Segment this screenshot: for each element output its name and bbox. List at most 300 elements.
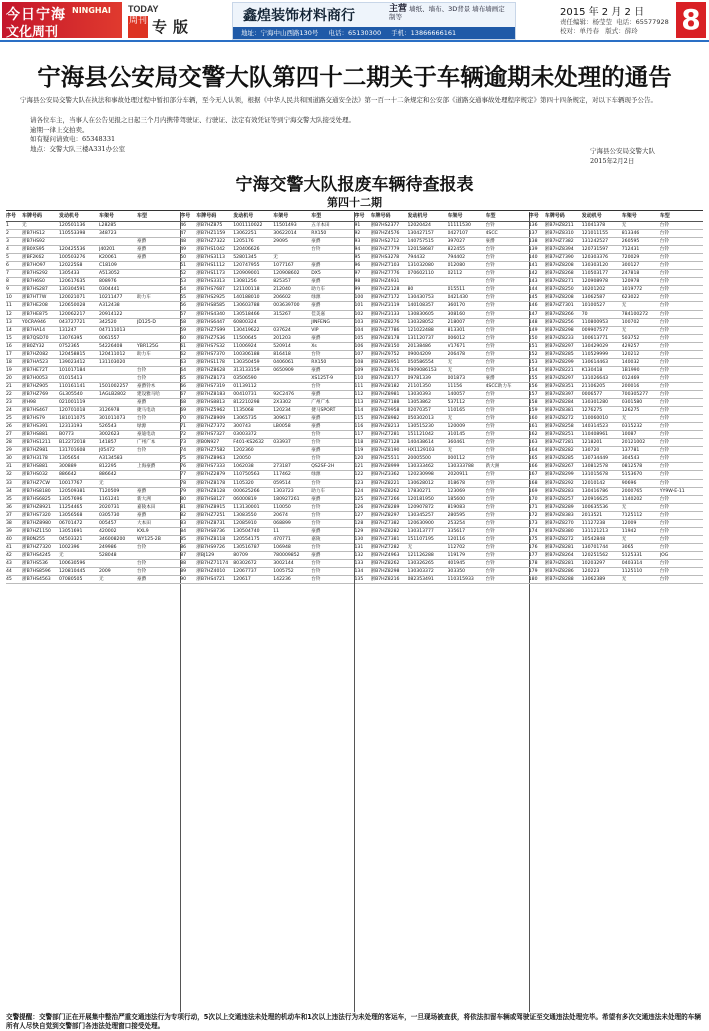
article-line1: 请各位车主，当事人在公告见报之日起三个月内携带驾驶证、行驶证、法定有效凭证等到宁海交警大队接受处理。 (30, 116, 355, 124)
table-cell: 20 (6, 375, 12, 381)
table-cell (273, 246, 311, 253)
table-row (180, 294, 354, 302)
table-cell: 147 (528, 311, 538, 317)
table-cell: 台铃 (311, 569, 321, 575)
table-cell: 129 (354, 528, 364, 534)
table-cell: 103 (354, 319, 364, 325)
table-header-row (355, 212, 529, 222)
table-cell: 33 (6, 480, 12, 486)
table-subtitle: 第四十二期 (327, 196, 382, 209)
table-row (529, 351, 703, 359)
table-cell: KXL9 (137, 528, 149, 534)
table-cell (99, 367, 137, 374)
table-row (529, 480, 703, 488)
table-header-cell: 发动机号 (581, 213, 602, 219)
table-row (355, 294, 529, 302)
divider (6, 210, 703, 211)
table-row (6, 560, 180, 568)
table-cell: 豪爵 (311, 424, 321, 430)
table-cell: 浙B7HS8127 (196, 496, 225, 502)
table-cell: 浙B7HZ8173 (196, 375, 226, 381)
table-cell: 浙B7HZ8299 (544, 359, 574, 365)
table-cell: 80 (407, 287, 414, 293)
table-cell: 106 (354, 343, 364, 349)
table-row (180, 375, 354, 383)
table-cell: J40201 (99, 247, 115, 253)
table-cell: 台铃 (137, 367, 147, 373)
table-cell: 台铃 (485, 223, 495, 228)
table-cell: 050586554 (407, 359, 434, 365)
table-header-row (180, 212, 354, 222)
table-cell: 100613771 (581, 335, 609, 341)
table-cell: 13076395 (59, 335, 83, 341)
table-cell: 浙B7HZ8289 (370, 504, 400, 510)
table-header-cell: 序号 (180, 213, 191, 219)
table-cell: 广州广本 (311, 400, 330, 406)
table-cell: 浙B7HZ8281 (544, 544, 574, 550)
table-row (6, 423, 180, 431)
table-cell: 886642 (59, 472, 77, 478)
table-cell: 浙B7HZ5511 (370, 456, 400, 462)
table-cell: 台铃 (659, 239, 669, 245)
table-cell: 48 (180, 239, 187, 245)
table-cell: 13065735 (233, 416, 257, 422)
table-header-cell: 发动机号 (59, 213, 80, 219)
table-cell: 浙B7HZ7786 (370, 327, 400, 333)
table-cell (137, 262, 177, 269)
table-cell: 130333788 (447, 464, 474, 470)
table-cell: 台铃 (311, 512, 321, 518)
table-cell: 152 (528, 351, 538, 357)
table-cell: 浙B7HS79 (22, 416, 45, 422)
table-row (355, 576, 529, 584)
table-cell: 浙B7HZ8178 (196, 480, 226, 486)
table-row (355, 319, 529, 327)
table-cell: 81 (180, 504, 187, 510)
table-cell: 浙BF2K62 (22, 255, 45, 261)
table-row (180, 560, 354, 568)
table-row (180, 423, 354, 431)
table-cell: 浙B0ZY32 (22, 343, 45, 349)
table-cell: 浙B7HZ8731 (196, 520, 226, 526)
table-cell: 13062587 (581, 295, 606, 301)
table-cell: 台铃 (485, 311, 495, 317)
table-cell: 124 (354, 488, 364, 494)
table-cell: QS2SF-2H (311, 464, 335, 470)
table-cell: 浙B7HS8180 (22, 488, 51, 494)
table-cell: 台铃 (485, 271, 495, 277)
table-row (6, 399, 180, 407)
table-row (180, 439, 354, 447)
table-cell: 浙B7HZ8628 (196, 367, 226, 373)
table-row (180, 496, 354, 504)
table-cell: 无 (99, 480, 104, 486)
table-cell: 105 (354, 335, 364, 341)
table-cell: VIP (311, 327, 319, 333)
table-cell: 台铃 (485, 416, 495, 422)
table-row (355, 286, 529, 294)
table-column-block (355, 212, 530, 1012)
table-cell: 12009 (621, 520, 637, 526)
table-cell: 1001110022 (233, 223, 263, 228)
table-row (6, 254, 180, 262)
table-cell: 120009 (447, 424, 466, 430)
table-cell: 浙B7HZ8951 (370, 359, 400, 365)
ad-business-label: 主营 (389, 4, 408, 14)
table-cell: 131026643 (581, 375, 609, 381)
table-cell: 122 (354, 472, 364, 478)
table-cell: 120411012 (99, 351, 126, 357)
proofreader: 校对：单丹春 (560, 27, 599, 35)
table-cell: 130427157 (407, 231, 434, 237)
table-cell: 13 (6, 319, 12, 325)
table-cell (99, 238, 137, 245)
table-cell: 浙B7HZ2128 (370, 287, 400, 293)
table-cell: 浙B7HZ8286 (544, 569, 574, 575)
table-cell: 63 (180, 359, 187, 365)
table-cell: 1501002257 (99, 383, 129, 389)
table-cell: 1161241 (99, 496, 120, 502)
table-cell: 0403314 (621, 560, 643, 566)
table-cell: 浙B7HZ8177 (370, 375, 400, 381)
table-cell: 101 (354, 303, 364, 309)
table-cell: 130419622 (233, 327, 260, 333)
table-cell: 1077167 (273, 263, 294, 269)
table-cell: 90696 (621, 480, 637, 486)
table-cell: 5125331 (621, 552, 643, 558)
table-cell: 浙B7HZ3133 (370, 311, 400, 317)
table-cell: 141 (528, 263, 538, 269)
table-cell: 台铃 (485, 303, 495, 309)
table-row (6, 471, 180, 479)
table-cell: 123 (354, 480, 364, 486)
table-cell: 07080505 (59, 577, 83, 583)
table-cell: 台铃 (311, 504, 321, 510)
table-row (180, 415, 354, 423)
table-cell: 95 (354, 255, 361, 261)
table-cell: 54 (180, 287, 187, 293)
table-cell: 99 (354, 287, 361, 293)
ad-address: 地址：宁海中山西路130号 (241, 29, 319, 37)
table-cell: 114 (354, 408, 364, 414)
table-cell: 10203297 (581, 560, 606, 566)
table-row (355, 302, 529, 310)
table-row (355, 439, 529, 447)
table-cell: 0812578 (621, 464, 643, 470)
table-cell: 11 (6, 303, 12, 309)
table-row (355, 238, 529, 246)
table-cell: 台铃 (659, 367, 669, 373)
table-cell: 128 (354, 520, 364, 526)
table-cell: 009907577 (581, 327, 609, 333)
table-cell: 浙B7HZ7382 (370, 520, 400, 526)
table-cell: 23 (6, 400, 12, 406)
table-cell: 浙B7HS1173 (196, 271, 225, 277)
ad-tel: 电话：65130300 (328, 29, 382, 37)
table-cell: 131 (354, 544, 364, 550)
table-cell: 10211477 (99, 295, 123, 301)
table-cell: 720029 (621, 255, 640, 261)
table-row (6, 480, 180, 488)
table-cell: 浙B7HZ7188 (370, 400, 400, 406)
table-cell: 107 (354, 351, 364, 357)
table-row (180, 327, 354, 335)
table-cell: 浙B7HZ8915 (196, 504, 226, 510)
table-cell: 784100272 (621, 311, 649, 317)
table-cell: 台铃 (485, 327, 495, 333)
table-cell: 20914122 (99, 311, 123, 317)
table-header-cell: 车架号 (621, 213, 637, 219)
table-cell: B0773 (59, 432, 74, 438)
table-row (180, 431, 354, 439)
table-cell: 120509381 (59, 488, 86, 494)
table-cell: 浙B7HZ8221 (544, 367, 574, 373)
table-cell (408, 278, 448, 285)
ad-business (389, 5, 509, 21)
table-cell (137, 311, 177, 318)
table-cell: 浙B7HS4340 (196, 311, 225, 317)
table-cell: 浙B7HS287 (22, 287, 48, 293)
table-cell: 61 (180, 343, 187, 349)
table-cell: 11254465 (59, 504, 83, 510)
phone: 电话：65577928 (616, 18, 669, 26)
table-row (6, 351, 180, 359)
table-row (529, 383, 703, 391)
table-cell: 浙B7HZ1150 (22, 528, 51, 534)
table-cell: 1062038 (233, 464, 254, 470)
table-cell: 台铃 (485, 408, 495, 414)
table-cell: 2013521 (581, 512, 603, 518)
table-cell: 130416786 (581, 488, 609, 494)
table-cell: 1135068 (233, 408, 254, 414)
table-cell: 豪爵 (137, 239, 147, 245)
table-cell: 55 (180, 295, 187, 301)
table-cell: 台铃 (485, 448, 495, 454)
table-cell: 120230998 (407, 472, 434, 478)
table-cell: 13083550 (233, 512, 257, 518)
table-cell: 台铃 (485, 319, 495, 325)
table-cell: 310145 (447, 432, 466, 438)
table-cell: 浙B7HS881 (22, 432, 48, 438)
table-cell: 4SCC (485, 231, 498, 237)
table-cell: 85 (180, 536, 187, 542)
table-cell: 浙B7HS2712 (370, 239, 400, 245)
table-cell: 浙B7HZ8208 (544, 263, 574, 269)
table-cell: 101017184 (59, 367, 86, 373)
table-cell: 120907872 (407, 504, 434, 510)
table-cell: 130328052 (407, 319, 434, 325)
table-row (355, 431, 529, 439)
table-cell: 131701608 (59, 448, 86, 454)
table-cell: 20121002 (621, 440, 646, 446)
table-cell: 313133159 (233, 367, 260, 373)
table-cell: 130430753 (407, 295, 434, 301)
table-cell: 25 (6, 416, 12, 422)
table-row (529, 463, 703, 471)
table-cell: 台铃 (485, 335, 495, 341)
table-cell: 豪爵 (137, 577, 147, 583)
table-cell: 2 (6, 231, 9, 237)
table-cell (137, 359, 177, 366)
table-cell: 179 (528, 569, 538, 575)
table-cell: 253254 (447, 520, 466, 526)
table-row (180, 447, 354, 455)
table-cell: 11500645 (233, 335, 257, 341)
table-row (6, 383, 180, 391)
table-cell: 台铃 (137, 569, 147, 575)
table-row (355, 351, 529, 359)
table-row (355, 246, 529, 254)
table-cell: 台铃 (485, 351, 495, 357)
table-row (355, 359, 529, 367)
table-cell: 浙B7HS4245 (22, 552, 51, 558)
table-row (355, 568, 529, 576)
table-row (529, 544, 703, 552)
table-cell: 162 (528, 432, 538, 438)
table-cell: 豪爵 (137, 512, 147, 518)
table-cell: 120158687 (407, 247, 434, 253)
table-cell: 1303723 (273, 488, 294, 494)
table-cell: 346008200 (99, 536, 126, 542)
table-cell: 浙B7HZ8118 (196, 536, 226, 542)
table-cell: 浙B7HZ8981 (370, 391, 400, 397)
table-cell: 嘉陵本田 (137, 504, 156, 510)
table-cell: 39 (6, 528, 12, 534)
table-cell: 300743 (233, 424, 251, 430)
table-row (355, 455, 529, 463)
table-row (529, 576, 703, 584)
table-cell: 浙B7HZ7266 (370, 496, 400, 502)
table-cell: 无 (621, 223, 627, 228)
table-cell: 台铃 (659, 279, 669, 285)
table-cell: 12020424 (407, 223, 431, 228)
table-cell: 0305730 (99, 512, 120, 518)
table-cell: 047111013 (99, 327, 126, 333)
table-row (6, 455, 180, 463)
table-cell: 110050 (273, 504, 291, 510)
table-cell: 813346 (621, 231, 640, 237)
table-cell: 13081256 (233, 279, 257, 285)
table-cell: 218007 (447, 319, 466, 325)
table-cell: 10 (6, 295, 12, 301)
table-cell: 豪爵 (311, 367, 321, 373)
table-cell: 74 (180, 448, 187, 454)
table-cell: 29 (6, 448, 12, 454)
table-cell (137, 270, 177, 277)
table-cell: 401945 (447, 560, 466, 566)
table-cell: 台铃 (659, 480, 669, 486)
table-cell: 113130001 (233, 504, 260, 510)
table-cell: 16 (6, 343, 12, 349)
layout-editor: 版式：薛玲 (605, 27, 638, 35)
table-cell: 浙B7HZ8285 (544, 456, 574, 462)
table-cell: 浙B0N927 (196, 440, 220, 446)
table-cell: 018678 (447, 480, 466, 486)
table-row (6, 230, 180, 238)
table-cell: 131015678 (581, 472, 609, 478)
table-cell: 88 (180, 560, 187, 566)
table-cell: 155 (528, 375, 538, 381)
table-cell: 273187 (273, 464, 291, 470)
table-cell: 11006924 (233, 343, 257, 349)
table-cell: 台铃 (659, 569, 669, 575)
masthead-en: NINGHAI (72, 6, 111, 15)
table-cell: 浙B7HZ8299 (544, 472, 574, 478)
table-cell: 20005500 (407, 456, 431, 462)
table-cell (137, 455, 177, 462)
table-cell: 台铃 (485, 496, 495, 502)
table-cell: 116 (354, 424, 364, 430)
table-column-block (529, 212, 703, 1012)
table-cell: 台铃 (311, 577, 321, 583)
table-cell: 300889 (59, 464, 77, 470)
table-cell: 台铃 (659, 343, 669, 349)
table-row (6, 488, 180, 496)
table-cell: 794402 (447, 255, 466, 261)
table-row (355, 504, 529, 512)
table-cell: 浙B7HZ7CW (22, 480, 50, 486)
table-cell: 135 (354, 577, 364, 583)
table-cell: 捷马SPORT (311, 408, 336, 414)
table-cell: 38 (6, 520, 12, 526)
table-row (6, 278, 180, 286)
table-cell: 浙B7HS391 (22, 424, 48, 430)
table-cell: 浙B7HZ7779 (370, 247, 400, 253)
table-cell: 50 (180, 255, 187, 261)
table-cell: 121 (354, 464, 364, 470)
table-row (180, 270, 354, 278)
table-column-block (180, 212, 355, 1012)
table-row (529, 431, 703, 439)
table-row (180, 367, 354, 375)
table-cell: 130 (354, 536, 364, 542)
table-row (529, 560, 703, 568)
table-cell: 浙B7HS1112 (196, 263, 225, 269)
table-cell: 100503276 (59, 255, 86, 261)
table-cell: 816418 (273, 351, 291, 357)
table-cell: 台铃 (659, 391, 669, 397)
table-cell: 173 (528, 520, 538, 526)
table-cell: 无 (621, 577, 627, 583)
table-row (355, 447, 529, 455)
table-cell: 浙B7HS881 (22, 464, 48, 470)
table-cell: 5153670 (621, 472, 643, 478)
table-cell: 315267 (273, 311, 291, 317)
table-cell: 46 (180, 223, 187, 228)
table-cell: 台铃 (659, 520, 669, 526)
table-cell: 30622014 (273, 231, 297, 237)
table-cell: 110060010 (581, 416, 609, 422)
table-cell: 93 (354, 239, 361, 245)
table-row (6, 270, 180, 278)
table-cell: 822455 (447, 247, 466, 253)
table-cell: 02112 (447, 271, 463, 277)
table-cell: 082353491 (407, 577, 434, 583)
table-cell: 台铃 (485, 400, 495, 406)
table-cell: 浙B7HZ7382 (544, 239, 574, 245)
table-cell: 108 (354, 359, 364, 365)
table-cell: 4 (6, 247, 9, 253)
table-row (6, 520, 180, 528)
table-cell: 131247 (59, 327, 77, 333)
table-cell: 浙B7HS1211 (22, 440, 51, 446)
table-cell: 80302672 (233, 560, 257, 566)
table-cell: 97 (354, 271, 361, 277)
table-cell: 131103020 (99, 359, 126, 365)
table-row (529, 367, 703, 375)
table-cell: 豪爵 (311, 239, 321, 245)
table-cell: 台铃 (137, 416, 147, 422)
